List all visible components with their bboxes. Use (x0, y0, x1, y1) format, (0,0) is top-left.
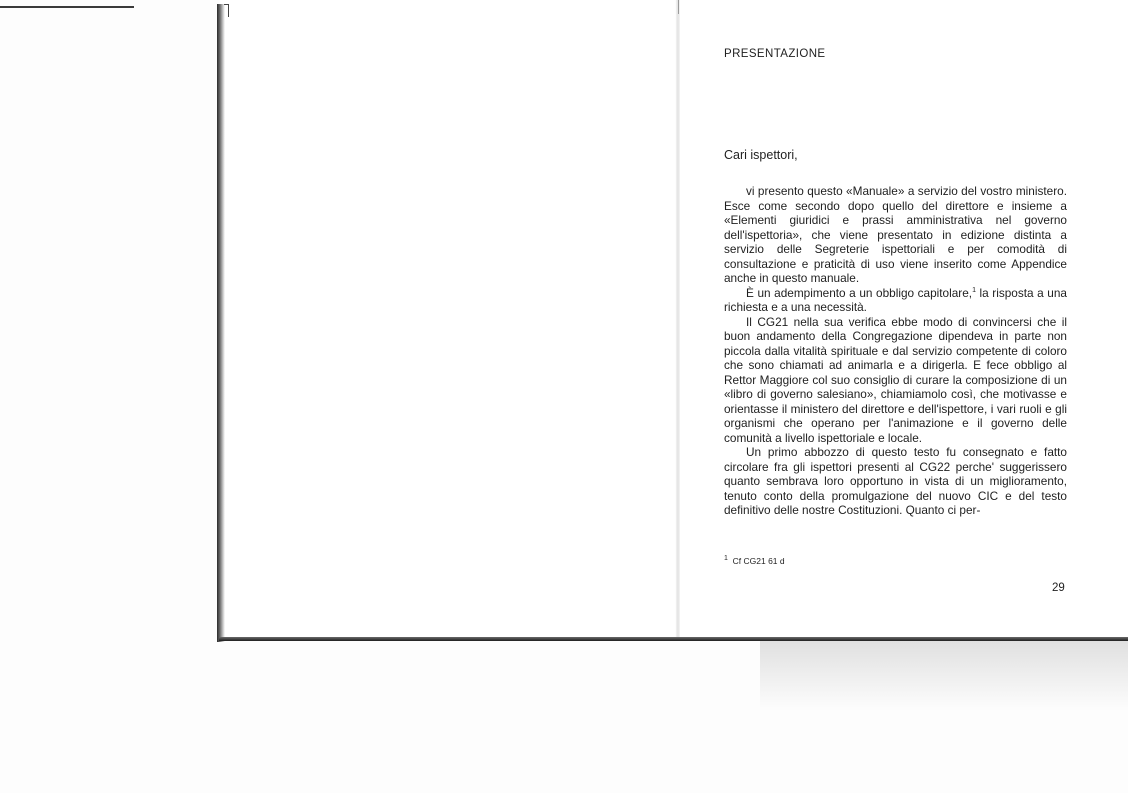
paragraph-1: vi presento questo «Manuale» a servizio del vostro ministero. Esce come secondo dopo quello del direttore e insieme a «Elementi giuridici e prassi amministrativa nel governo dell'ispettoria», che viene presentato in edizione distinta a servizio delle Segreterie ispettoriali e per comodità di consultazione e praticità di uso viene inserito come Appendice anche in questo manuale. (724, 184, 1067, 285)
left-page-blank (219, 0, 675, 641)
footnote-marker: 1 (724, 555, 728, 563)
gutter-mark (678, 0, 679, 14)
paragraph-2-text: È un adempimento a un obbligo capitolare, (746, 285, 973, 300)
chapter-heading: PRESENTAZIONE (724, 48, 826, 60)
footnote-reference: 1 (972, 286, 976, 294)
scan-edge-line (0, 6, 134, 8)
page-number: 29 (1052, 582, 1065, 594)
paragraph-4: Un primo abbozzo di questo testo fu consegnato e fatto circolare fra gli ispettori presenti al CG22 perche' suggerissero quanto sembrava loro opportuno in vista di un miglioramento, tenuto conto della promulgazione del nuovo CIC e del testo definitivo delle nostre Costituzioni. Quanto ci per- (724, 445, 1067, 517)
salutation: Cari ispettori, (724, 148, 798, 162)
footnote (724, 556, 785, 566)
book-gutter (676, 0, 680, 641)
page-shadow (760, 641, 1128, 711)
body-text (724, 184, 1067, 518)
paragraph-2-tail: la risposta a una richiesta e a una necessità. (724, 285, 1067, 314)
footnote-text: Cf CG21 61 d (732, 556, 785, 566)
paragraph-3: Il CG21 nella sua verifica ebbe modo di convincersi che il buon andamento della Congregazione dipendeva in parte non piccola dalla vitalità spirituale e dal servizio competente di coloro che sono chiamati ad animarla e a dirigerla. E fece obbligo al Rettor Maggiore col suo consiglio di curare la composizione di un «libro di governo salesiano», chiamiamolo così, che motivasse e orientasse il ministero del direttore e dell'ispettore, i vari ruoli e gli organismi che operano per l'animazione e il governo delle comunità a livello ispettoriale e locale. (724, 314, 1067, 445)
left-page-edge (217, 4, 225, 642)
paragraph-2 (724, 286, 1067, 315)
